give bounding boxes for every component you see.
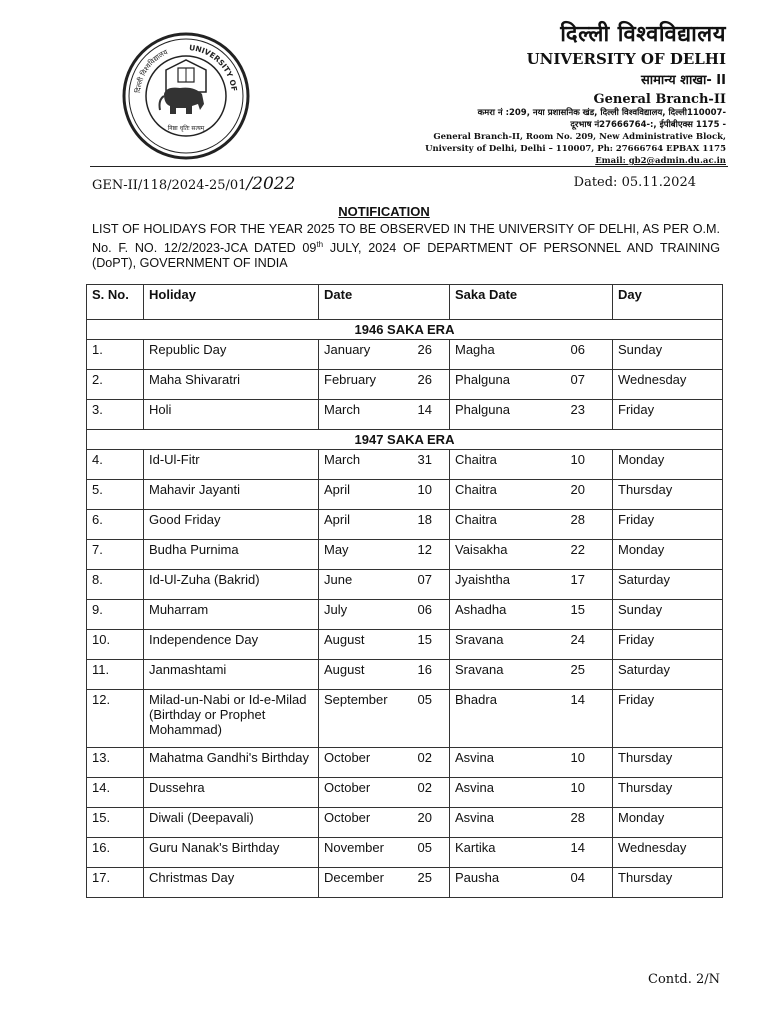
cell-saka-date-part-2: 17 <box>570 572 585 587</box>
cell-day: Thursday <box>613 480 723 510</box>
cell-date-part-1: June <box>324 572 353 587</box>
cell-holiday: Milad-un-Nabi or Id-e-Milad (Birthday or Prophet Mohammad) <box>144 690 319 748</box>
cell-saka-date <box>450 570 613 600</box>
cell-date-part-1: October <box>324 750 371 765</box>
cell-saka-date <box>450 600 613 630</box>
cell-date <box>319 450 450 480</box>
cell-date <box>319 778 450 808</box>
cell-holiday: Mahatma Gandhi's Birthday <box>144 748 319 778</box>
cell-saka-date <box>450 808 613 838</box>
cell-saka-date-part-1: Sravana <box>455 632 504 647</box>
cell-date <box>319 540 450 570</box>
cell-day: Thursday <box>613 778 723 808</box>
cell-saka-date-part-1: Kartika <box>455 840 496 855</box>
cell-saka-date-part-2: 24 <box>570 632 585 647</box>
notification-intro: LIST OF HOLIDAYS FOR THE YEAR 2025 TO BE OBSERVED IN THE UNIVERSITY OF DELHI, AS PER O.M. No. F. NO. 12/2/2023-JCA DATED 09th JULY, 2024 OF DEPARTMENT OF PERSONNEL AND TRAINING (DoPT), GOVERNMENT OF INDIA <box>92 222 720 271</box>
table-row <box>87 600 723 630</box>
cell-day: Friday <box>613 690 723 748</box>
branch-title: General Branch-II <box>593 92 726 107</box>
cell-date-part-2: 18 <box>417 512 432 527</box>
cell-saka-date-part-2: 06 <box>570 342 585 357</box>
cell-day: Wednesday <box>613 370 723 400</box>
cell-saka-date-part-1: Chaitra <box>455 482 497 497</box>
era-row <box>87 320 723 340</box>
cell-holiday: Guru Nanak's Birthday <box>144 838 319 868</box>
address-line-1: General Branch-II, Room No. 209, New Administrative Block, <box>433 132 726 142</box>
cell-date-part-2: 14 <box>417 402 432 417</box>
svg-text:दिल्ली विश्वविद्यालय: दिल्ली विश्वविद्यालय <box>134 48 169 94</box>
cell-saka-date-part-2: 10 <box>570 780 585 795</box>
cell-saka-date-part-1: Chaitra <box>455 452 497 467</box>
cell-date-part-1: September <box>324 692 388 707</box>
university-seal-icon <box>120 30 252 162</box>
table-row <box>87 570 723 600</box>
cell-date-part-1: August <box>324 662 365 677</box>
header-holiday: Holiday <box>144 285 319 320</box>
cell-date <box>319 660 450 690</box>
cell-holiday: Id-Ul-Zuha (Bakrid) <box>144 570 319 600</box>
cell-day: Thursday <box>613 748 723 778</box>
cell-date-part-2: 26 <box>417 372 432 387</box>
cell-date-part-2: 20 <box>417 810 432 825</box>
cell-sno: 5. <box>87 480 144 510</box>
cell-date <box>319 630 450 660</box>
cell-sno: 3. <box>87 400 144 430</box>
cell-saka-date-part-2: 10 <box>570 750 585 765</box>
cell-saka-date-part-2: 14 <box>570 840 585 855</box>
cell-date-part-1: April <box>324 482 351 497</box>
cell-sno: 1. <box>87 340 144 370</box>
cell-sno: 12. <box>87 690 144 748</box>
holiday-table <box>86 284 723 898</box>
cell-date <box>319 480 450 510</box>
table-row <box>87 340 723 370</box>
cell-sno: 4. <box>87 450 144 480</box>
cell-date <box>319 370 450 400</box>
cell-sno: 2. <box>87 370 144 400</box>
handwritten-number: /2022 <box>246 174 296 194</box>
reference-number <box>92 174 295 194</box>
era-label: 1947 SAKA ERA <box>87 430 723 450</box>
hindi-phone: दूरभाष नं27666764-:, ईपीबीएक्स 1175 - <box>570 120 726 130</box>
cell-saka-date <box>450 370 613 400</box>
address-line-2: University of Delhi, Delhi – 110007, Ph: 27666764 EPBAX 1175 <box>425 144 726 154</box>
cell-saka-date-part-2: 25 <box>570 662 585 677</box>
cell-holiday: Good Friday <box>144 510 319 540</box>
cell-date <box>319 600 450 630</box>
cell-saka-date-part-2: 28 <box>570 512 585 527</box>
cell-saka-date-part-2: 04 <box>570 870 585 885</box>
cell-saka-date-part-1: Vaisakha <box>455 542 508 557</box>
cell-date-part-1: October <box>324 810 371 825</box>
cell-date-part-1: July <box>324 602 348 617</box>
cell-saka-date-part-1: Asvina <box>455 750 495 765</box>
cell-saka-date <box>450 480 613 510</box>
cell-holiday: Budha Purnima <box>144 540 319 570</box>
cell-date <box>319 690 450 748</box>
svg-text:UNIVERSITY OF DELHI: UNIVERSITY OF <box>188 43 239 92</box>
svg-text:निष्ठा धृतिः सत्यम्: निष्ठा धृतिः सत्यम् <box>167 125 205 132</box>
cell-sno: 10. <box>87 630 144 660</box>
cell-date-part-1: August <box>324 632 365 647</box>
table-row <box>87 778 723 808</box>
cell-holiday: Id-Ul-Fitr <box>144 450 319 480</box>
cell-date-part-2: 15 <box>417 632 432 647</box>
cell-date-part-2: 25 <box>417 870 432 885</box>
cell-holiday: Muharram <box>144 600 319 630</box>
cell-saka-date-part-1: Phalguna <box>455 402 510 417</box>
cell-date-part-1: March <box>324 402 361 417</box>
cell-date-part-2: 05 <box>417 692 432 707</box>
cell-date <box>319 808 450 838</box>
cell-saka-date <box>450 660 613 690</box>
cell-saka-date-part-2: 23 <box>570 402 585 417</box>
cell-day: Monday <box>613 450 723 480</box>
cell-saka-date <box>450 340 613 370</box>
notification-title: NOTIFICATION <box>338 204 430 219</box>
cell-saka-date-part-2: 28 <box>570 810 585 825</box>
table-row <box>87 660 723 690</box>
cell-date <box>319 340 450 370</box>
table-row <box>87 540 723 570</box>
cell-day: Thursday <box>613 868 723 898</box>
university-title: UNIVERSITY OF DELHI <box>526 50 726 68</box>
cell-saka-date-part-2: 22 <box>570 542 585 557</box>
cell-date-part-2: 16 <box>417 662 432 677</box>
header-divider <box>90 166 728 167</box>
cell-day: Wednesday <box>613 838 723 868</box>
cell-saka-date-part-2: 15 <box>570 602 585 617</box>
cell-saka-date-part-1: Jyaishtha <box>455 572 510 587</box>
cell-sno: 6. <box>87 510 144 540</box>
cell-date-part-1: November <box>324 840 384 855</box>
cell-date <box>319 400 450 430</box>
cell-holiday: Republic Day <box>144 340 319 370</box>
table-row <box>87 690 723 748</box>
reference-code: GEN-II/118/2024-25/01 <box>92 178 247 193</box>
cell-saka-date <box>450 400 613 430</box>
cell-saka-date <box>450 510 613 540</box>
cell-holiday: Maha Shivaratri <box>144 370 319 400</box>
hindi-address: कमरा नं :209, नया प्रशासनिक खंड, दिल्ली विश्वविद्यालय, दिल्ली110007- <box>477 108 726 118</box>
cell-day: Friday <box>613 400 723 430</box>
cell-holiday: Holi <box>144 400 319 430</box>
cell-day: Friday <box>613 630 723 660</box>
cell-sno: 17. <box>87 868 144 898</box>
era-row <box>87 430 723 450</box>
cell-sno: 7. <box>87 540 144 570</box>
cell-saka-date-part-2: 20 <box>570 482 585 497</box>
cell-sno: 16. <box>87 838 144 868</box>
cell-date-part-2: 07 <box>417 572 432 587</box>
header-saka-date: Saka Date <box>450 285 613 320</box>
cell-sno: 8. <box>87 570 144 600</box>
cell-saka-date-part-2: 10 <box>570 452 585 467</box>
cell-date-part-2: 06 <box>417 602 432 617</box>
cell-saka-date-part-1: Magha <box>455 342 495 357</box>
header-date: Date <box>319 285 450 320</box>
cell-saka-date <box>450 630 613 660</box>
hindi-branch: सामान्य शाखा- II <box>640 73 726 88</box>
cell-saka-date <box>450 778 613 808</box>
cell-date-part-1: May <box>324 542 349 557</box>
cell-date-part-2: 10 <box>417 482 432 497</box>
cell-date <box>319 868 450 898</box>
table-row <box>87 838 723 868</box>
cell-holiday: Mahavir Jayanti <box>144 480 319 510</box>
cell-date-part-2: 31 <box>417 452 432 467</box>
cell-date-part-1: October <box>324 780 371 795</box>
cell-date <box>319 838 450 868</box>
cell-date <box>319 570 450 600</box>
cell-saka-date-part-1: Bhadra <box>455 692 497 707</box>
cell-date-part-1: February <box>324 372 377 387</box>
cell-date-part-2: 05 <box>417 840 432 855</box>
cell-saka-date-part-1: Asvina <box>455 810 495 825</box>
cell-holiday: Janmashtami <box>144 660 319 690</box>
cell-day: Sunday <box>613 340 723 370</box>
table-row <box>87 370 723 400</box>
cell-saka-date-part-1: Asvina <box>455 780 495 795</box>
cell-date-part-1: December <box>324 870 384 885</box>
cell-saka-date-part-1: Ashadha <box>455 602 507 617</box>
cell-holiday: Independence Day <box>144 630 319 660</box>
table-row <box>87 510 723 540</box>
cell-saka-date-part-2: 07 <box>570 372 585 387</box>
cell-date <box>319 510 450 540</box>
cell-day: Monday <box>613 540 723 570</box>
cell-saka-date <box>450 868 613 898</box>
cell-date-part-2: 02 <box>417 750 432 765</box>
cell-sno: 13. <box>87 748 144 778</box>
date-line: Dated: 05.11.2024 <box>573 175 696 190</box>
cell-date-part-2: 12 <box>417 542 432 557</box>
cell-saka-date <box>450 450 613 480</box>
cell-day: Friday <box>613 510 723 540</box>
table-row <box>87 748 723 778</box>
header-day: Day <box>613 285 723 320</box>
cell-holiday: Dussehra <box>144 778 319 808</box>
cell-sno: 11. <box>87 660 144 690</box>
table-row <box>87 630 723 660</box>
cell-date-part-1: April <box>324 512 351 527</box>
cell-holiday: Diwali (Deepavali) <box>144 808 319 838</box>
cell-saka-date <box>450 690 613 748</box>
table-row <box>87 480 723 510</box>
cell-saka-date-part-1: Phalguna <box>455 372 510 387</box>
cell-date-part-2: 02 <box>417 780 432 795</box>
cell-sno: 9. <box>87 600 144 630</box>
table-row <box>87 868 723 898</box>
cell-day: Monday <box>613 808 723 838</box>
cell-day: Sunday <box>613 600 723 630</box>
continued-note: Contd. 2/N <box>648 972 720 987</box>
cell-sno: 15. <box>87 808 144 838</box>
era-label: 1946 SAKA ERA <box>87 320 723 340</box>
cell-date-part-1: March <box>324 452 361 467</box>
cell-saka-date <box>450 748 613 778</box>
header-sno: S. No. <box>87 285 144 320</box>
cell-date-part-2: 26 <box>417 342 432 357</box>
cell-day: Saturday <box>613 660 723 690</box>
table-row <box>87 400 723 430</box>
table-row <box>87 808 723 838</box>
cell-saka-date-part-1: Chaitra <box>455 512 497 527</box>
cell-day: Saturday <box>613 570 723 600</box>
cell-saka-date-part-1: Sravana <box>455 662 504 677</box>
cell-saka-date <box>450 540 613 570</box>
cell-date <box>319 748 450 778</box>
email-link[interactable]: Email: gb2@admin.du.ac.in <box>595 156 726 166</box>
cell-saka-date <box>450 838 613 868</box>
cell-date-part-1: January <box>324 342 371 357</box>
cell-saka-date-part-2: 14 <box>570 692 585 707</box>
table-row <box>87 450 723 480</box>
hindi-university-title: दिल्ली विश्वविद्यालय <box>560 22 726 47</box>
cell-holiday: Christmas Day <box>144 868 319 898</box>
letterhead <box>425 18 726 167</box>
cell-sno: 14. <box>87 778 144 808</box>
cell-saka-date-part-1: Pausha <box>455 870 500 885</box>
table-header-row <box>87 285 723 320</box>
